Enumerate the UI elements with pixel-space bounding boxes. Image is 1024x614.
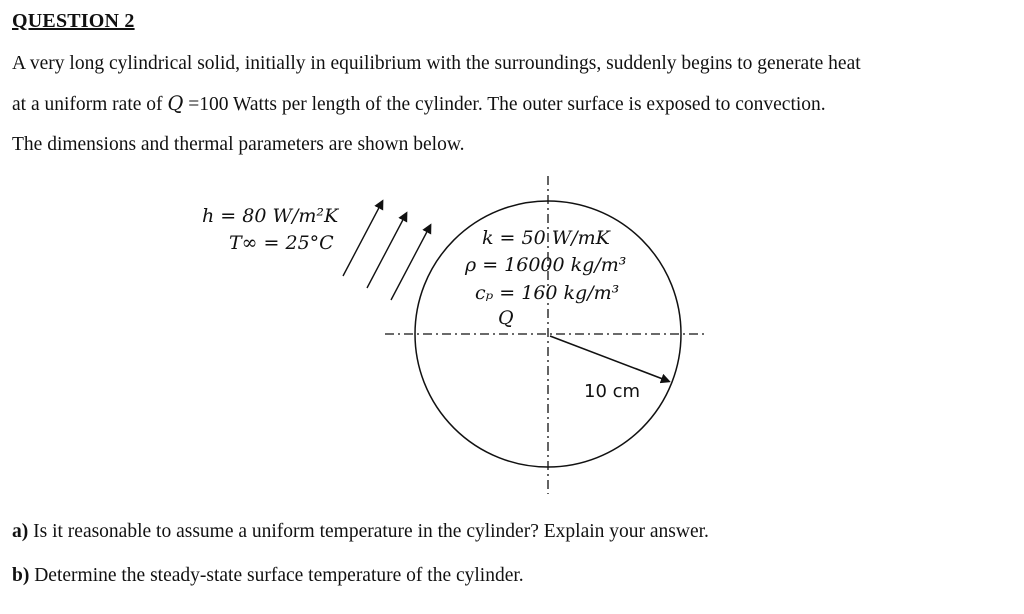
part-a-marker: a) [12, 521, 29, 542]
rho-label: ρ = 16000 kg/m³ [465, 254, 627, 276]
radius-arrow [550, 336, 668, 381]
heat-symbol: Q [167, 92, 184, 115]
q-label: Q [498, 307, 514, 329]
radius-label: 10 cm [584, 381, 641, 402]
part-a-text: Is it reasonable to assume a uniform temperature in the cylinder? Explain your answer. [28, 521, 709, 542]
statement-line-1: A very long cylindrical solid, initially in equilibrium with the surroundings, suddenly begins to generate heat [12, 53, 861, 74]
statement-line-3: The dimensions and thermal parameters are shown below. [12, 134, 465, 155]
tinf-label: T∞ = 25°C [229, 232, 334, 254]
statement-line-2-post: =100 Watts per length of the cylinder. The outer surface is exposed to convection. [183, 94, 826, 115]
part-a [12, 510, 709, 554]
part-b-marker: b) [12, 565, 30, 586]
convection-arrow-2 [367, 214, 406, 288]
statement-line-2-pre: at a uniform rate of [12, 94, 168, 115]
part-b-text: Determine the steady-state surface temperature of the cylinder. [29, 565, 524, 586]
k-label: k = 50 W/mK [482, 227, 610, 249]
question-title: QUESTION 2 [12, 10, 135, 32]
convection-arrow-3 [391, 226, 430, 300]
h-label: h = 80 W/m²K [202, 205, 339, 227]
cp-label: cₚ = 160 kg/m³ [475, 282, 620, 304]
question-parts [12, 510, 709, 598]
convection-arrow-1 [343, 202, 382, 276]
part-b [12, 554, 709, 598]
